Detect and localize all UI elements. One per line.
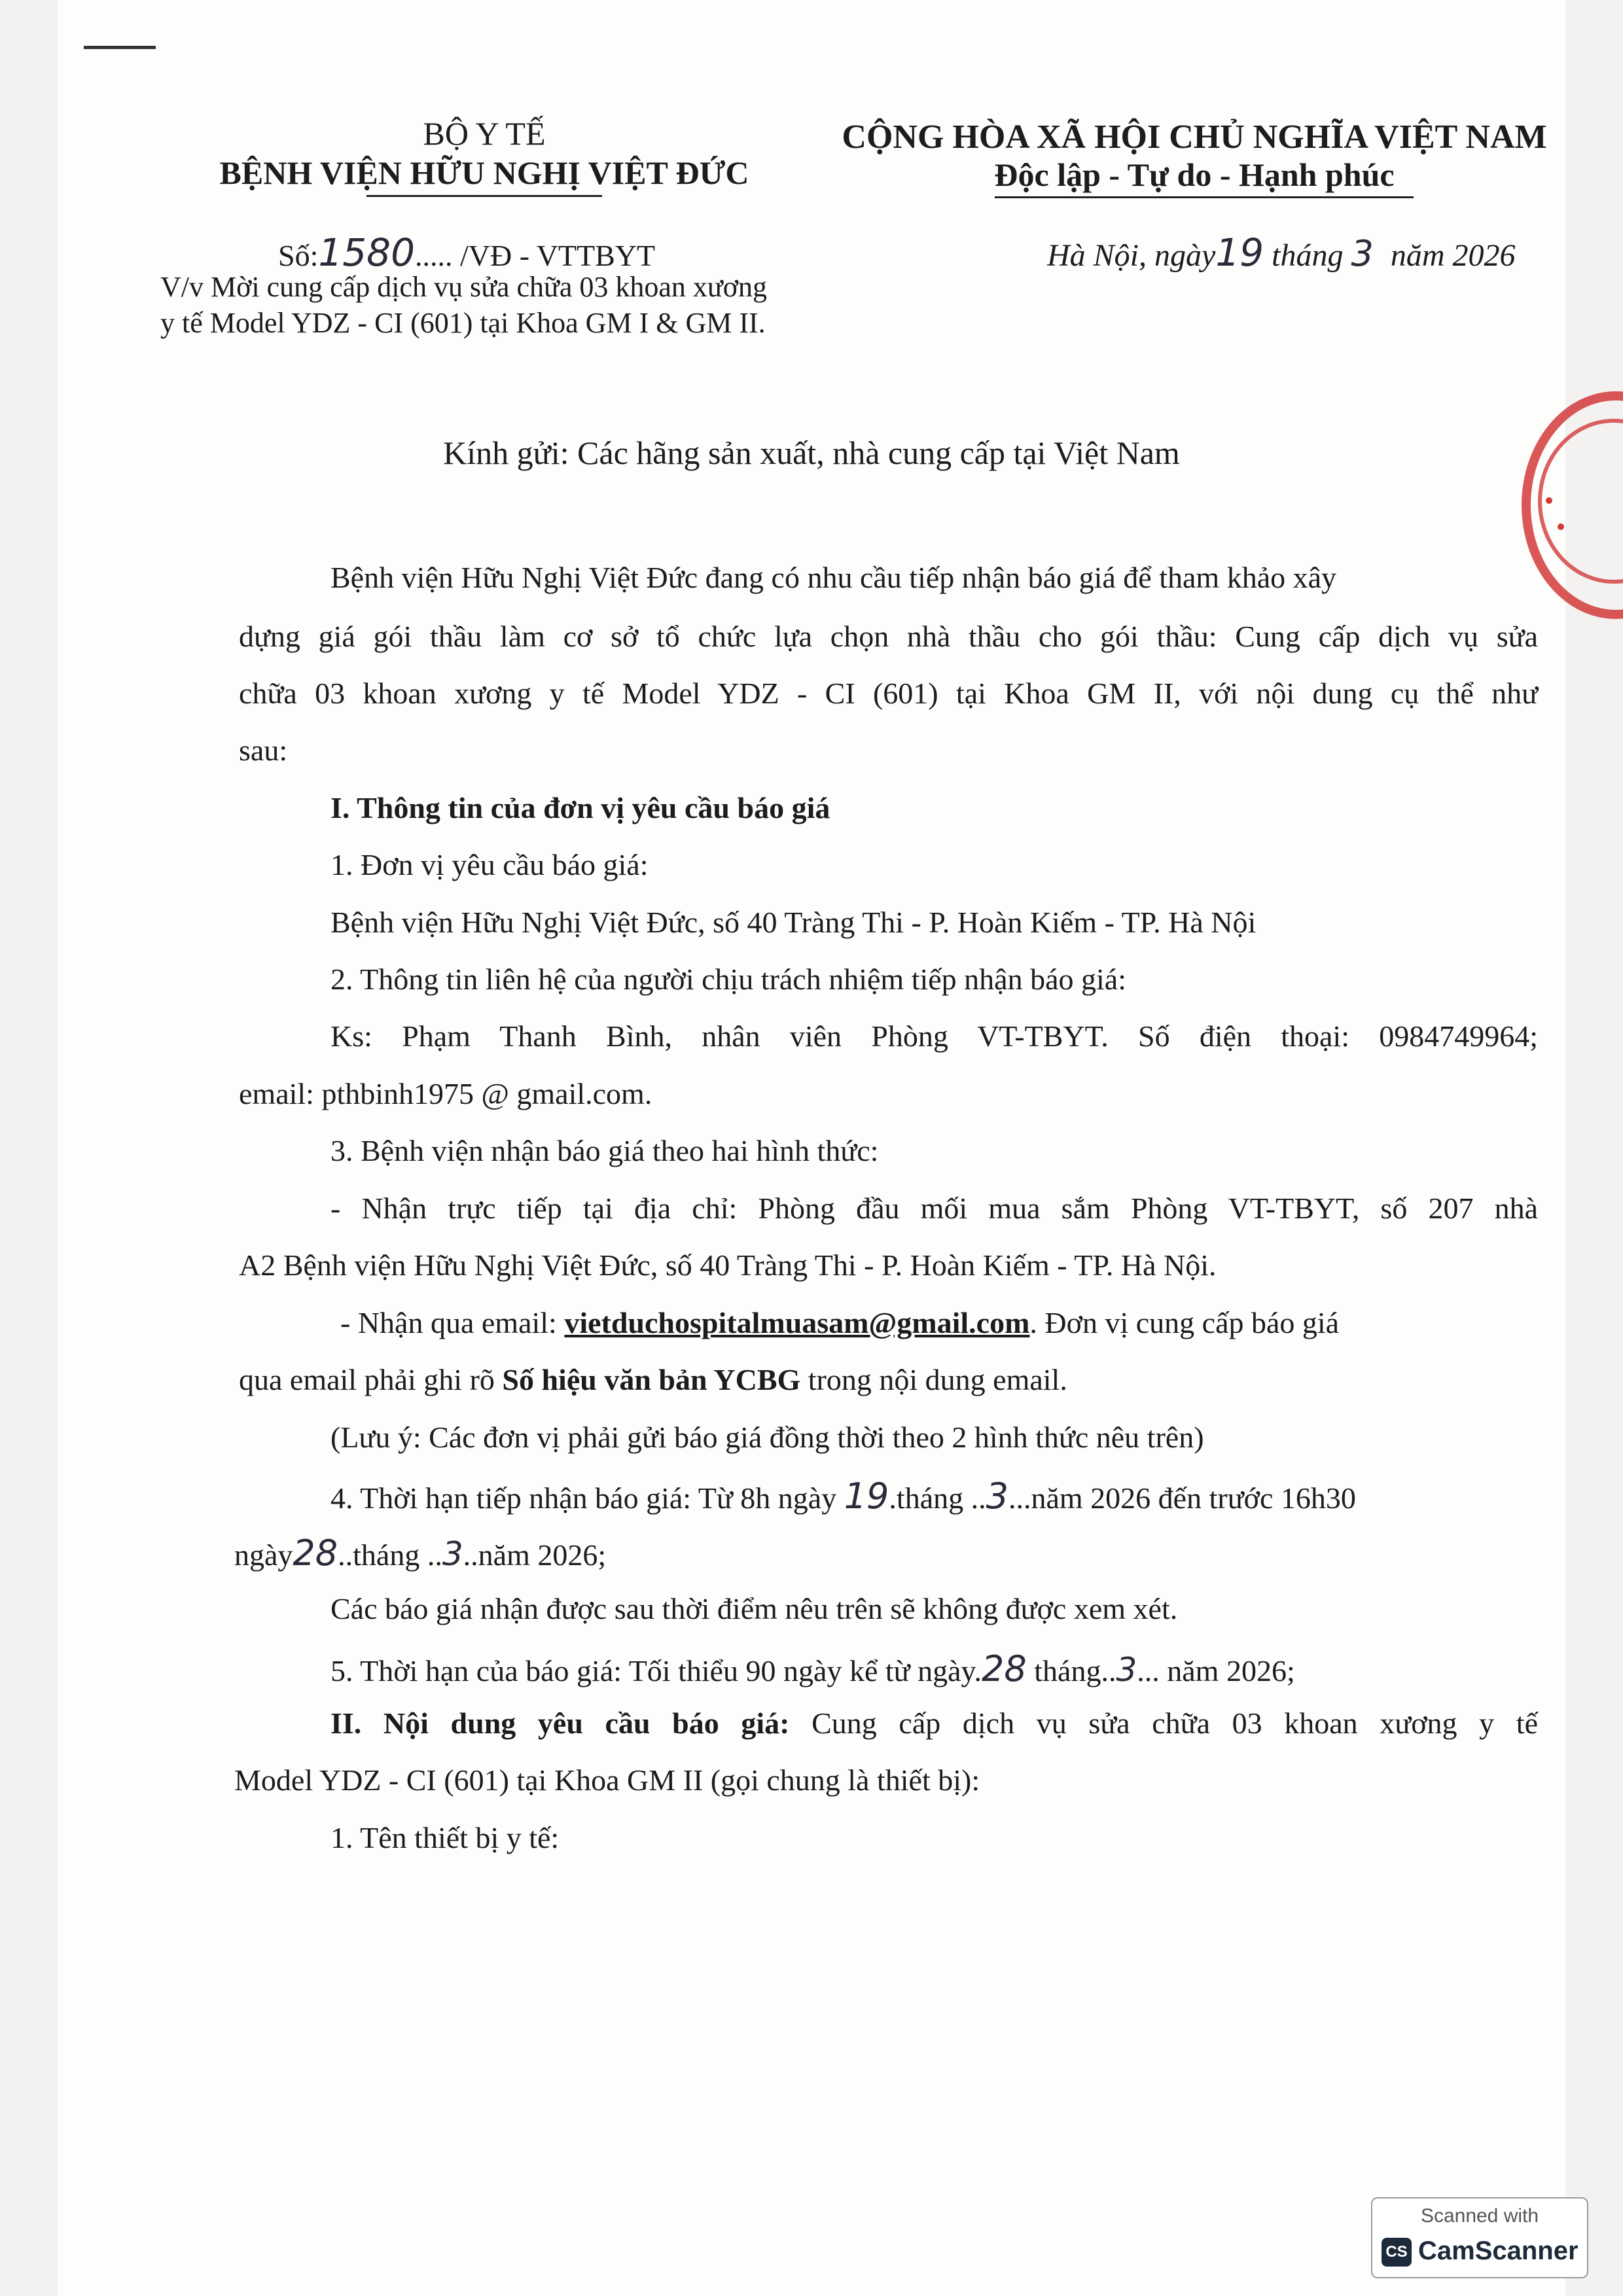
- document-number: [278, 230, 655, 275]
- item-5-day-handwritten: 28: [982, 1648, 1027, 1689]
- item-4-after: Các báo giá nhận được sau thời điểm nêu trên sẽ không được xem xét.: [330, 1592, 1178, 1625]
- scanned-with-label: Scanned with: [1420, 2205, 1539, 2227]
- date-prefix: Hà Nội, ngày: [1047, 238, 1216, 273]
- item-4-l2-p3: ..năm 2026;: [463, 1538, 607, 1572]
- hospital-underline: [366, 195, 602, 197]
- section-2-item-1: 1. Tên thiết bị y tế:: [330, 1821, 560, 1854]
- subject-line-1: V/v Mời cung cấp dịch vụ sửa chữa 03 khoan xương: [160, 271, 768, 303]
- section-2-line-2: Model YDZ - CI (601) tại Khoa GM II (gọi chung là thiết bị):: [234, 1763, 980, 1797]
- date-day-handwritten: 19: [1215, 230, 1264, 275]
- item-5-month-handwritten: 3: [1116, 1651, 1137, 1689]
- camscanner-name: CamScanner: [1418, 2236, 1578, 2265]
- date-line: [1047, 230, 1516, 275]
- email-line2-prefix: qua email phải ghi rõ: [239, 1363, 503, 1396]
- item-3-label: 3. Bệnh viện nhận báo giá theo hai hình thức:: [330, 1134, 879, 1167]
- item-4-month2-handwritten: 3: [442, 1535, 463, 1573]
- item-3-direct-line-2: A2 Bệnh viện Hữu Nghị Việt Đức, số 40 Tràng Thi - P. Hoàn Kiếm - TP. Hà Nội.: [239, 1248, 1217, 1282]
- item-4-p1: 4. Thời hạn tiếp nhận báo giá: Từ 8h ngày: [330, 1481, 844, 1515]
- hospital-name: BỆNH VIỆN HỮU NGHỊ VIỆT ĐỨC: [219, 154, 749, 191]
- email-prefix: - Nhận qua email:: [340, 1306, 565, 1339]
- intro-line-2: dựng giá gói thầu làm cơ sở tổ chức lựa chọn nhà thầu cho gói thầu: Cung cấp dịch vụ sửa: [239, 620, 1538, 653]
- stamp-dot-icon: [1558, 523, 1564, 530]
- country-name: CỘNG HÒA XÃ HỘI CHỦ NGHĨA VIỆT NAM: [842, 118, 1547, 156]
- item-4-l2-p1: ngày: [234, 1538, 293, 1572]
- item-2-email: email: pthbinh1975 @ gmail.com.: [239, 1077, 652, 1110]
- item-1-value: Bệnh viện Hữu Nghị Việt Đức, số 40 Tràng Thi - P. Hoàn Kiếm - TP. Hà Nội: [330, 906, 1257, 939]
- note: (Lưu ý: Các đơn vị phải gửi báo giá đồng thời theo 2 hình thức nêu trên): [330, 1421, 1204, 1454]
- stamp-dot-icon: [1546, 497, 1552, 504]
- section-1-heading: I. Thông tin của đơn vị yêu cầu báo giá: [330, 791, 830, 824]
- item-4-day2-handwritten: 28: [293, 1532, 338, 1574]
- item-2-label: 2. Thông tin liên hệ của người chịu trách nhiệm tiếp nhận báo giá:: [330, 963, 1126, 996]
- recipient: Kính gửi: Các hãng sản xuất, nhà cung cấp tại Việt Nam: [443, 434, 1180, 471]
- intro-line-4: sau:: [239, 733, 288, 767]
- date-month-word: tháng: [1272, 238, 1344, 273]
- item-1-label: 1. Đơn vị yêu cầu báo giá:: [330, 848, 649, 881]
- doc-no-suffix: ..... /VĐ - VTTBYT: [414, 239, 656, 272]
- section-2-heading-bold: II. Nội dung yêu cầu báo giá:: [330, 1706, 790, 1740]
- item-5-p2: tháng..: [1026, 1654, 1116, 1687]
- ministry-name: BỘ Y TẾ: [423, 115, 546, 152]
- motto: Độc lập - Tự do - Hạnh phúc: [994, 156, 1395, 193]
- email-link[interactable]: vietduchospitalmuasam@gmail.com: [564, 1306, 1030, 1339]
- section-2-heading-rest: Cung cấp dịch vụ sửa chữa 03 khoan xương y tế: [789, 1706, 1538, 1740]
- item-4-p3: ...năm 2026 đến trước 16h30: [1008, 1481, 1356, 1515]
- motto-underline: [995, 196, 1414, 198]
- item-5: [330, 1648, 1295, 1689]
- item-3-email-line-2: [239, 1362, 1067, 1397]
- item-5-p3: ... năm 2026;: [1137, 1654, 1295, 1687]
- item-4-month1-handwritten: 3: [986, 1475, 1008, 1517]
- item-3-email-line-1: [340, 1305, 1339, 1340]
- item-3-direct-line-1: - Nhận trực tiếp tại địa chỉ: Phòng đầu mối mua sắm Phòng VT-TBYT, số 207 nhà: [330, 1192, 1538, 1225]
- section-2-heading: [330, 1706, 1538, 1740]
- item-4-l2-p2: ..tháng ..: [338, 1538, 442, 1572]
- camscanner-badge: [1371, 2197, 1588, 2278]
- subject-line-2: y tế Model YDZ - CI (601) tại Khoa GM I & GM II.: [160, 307, 766, 339]
- intro-line-3: chữa 03 khoan xương y tế Model YDZ - CI (601) tại Khoa GM II, với nội dung cụ thể như: [239, 677, 1538, 710]
- scan-mark: [84, 46, 156, 49]
- email-line2-suffix: trong nội dung email.: [800, 1363, 1067, 1396]
- date-year: năm 2026: [1390, 238, 1516, 273]
- email-suffix: . Đơn vị cung cấp báo giá: [1029, 1306, 1340, 1339]
- intro-line-1: Bệnh viện Hữu Nghị Việt Đức đang có nhu cầu tiếp nhận báo giá để tham khảo xây: [330, 561, 1337, 594]
- item-4-day1-handwritten: 19: [844, 1475, 889, 1517]
- doc-no-prefix: Số:: [278, 239, 319, 272]
- ycbg-number-phrase: Số hiệu văn bản YCBG: [502, 1363, 801, 1396]
- item-4-line-2: [234, 1532, 606, 1574]
- item-4-p2: .tháng ..: [889, 1481, 986, 1515]
- doc-no-handwritten: 1580: [318, 230, 415, 275]
- item-5-p1: 5. Thời hạn của báo giá: Tối thiểu 90 ngày kể từ ngày.: [330, 1654, 982, 1687]
- date-month-handwritten: 3: [1351, 233, 1374, 274]
- item-4-line-1: [330, 1475, 1356, 1517]
- item-2-contact: Ks: Phạm Thanh Bình, nhân viên Phòng VT-TBYT. Số điện thoại: 0984749964;: [330, 1019, 1538, 1053]
- camscanner-logo-icon: CS: [1382, 2238, 1412, 2267]
